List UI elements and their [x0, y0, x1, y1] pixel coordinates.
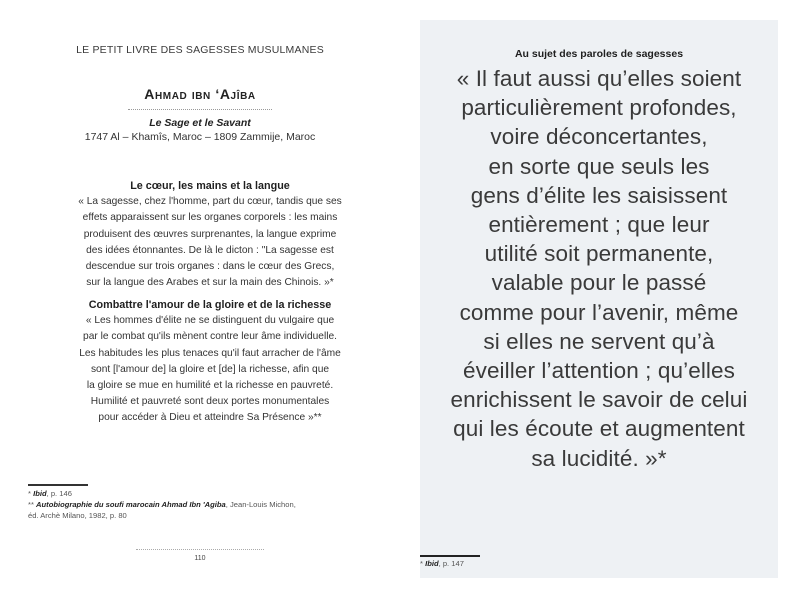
footnote-marker: ** [28, 500, 34, 510]
section-line: descendue sur trois organes : dans le cœur des Grecs, [85, 261, 335, 273]
section-heading: Le cœur, les mains et la langue [130, 180, 290, 192]
footnote-1 [28, 488, 368, 499]
section-heading: Combattre l'amour de la gloire et de la richesse [88, 299, 332, 311]
footnote-source: Ibid [33, 489, 47, 498]
footnote-rule [28, 484, 88, 486]
section-line: « Les hommes d'élite ne se distinguent du vulgaire que [85, 315, 335, 327]
section-line: pour accéder à Dieu et atteindre Sa Présence »** [98, 412, 322, 424]
footnote-marker: * [420, 559, 423, 568]
section-line: par le combat qu'ils mènent contre leur âme individuelle. [83, 331, 337, 343]
section-glory-wealth [30, 297, 390, 427]
footnote-page: , p. 147 [438, 559, 464, 568]
footnote-2-continued: éd. Archè Milano, 1982, p. 80 [28, 511, 127, 521]
quote-line: utilité soit permanente, [484, 241, 714, 267]
author-name: Ahmad ibn ‘Ajîba [144, 86, 256, 102]
quote-line: entièrement ; que leur [488, 212, 710, 238]
featured-quote [420, 64, 778, 473]
section-line: Humilité et pauvreté sont deux portes monumentales [90, 396, 330, 408]
quote-line: éveiller l’attention ; qu’elles [462, 358, 735, 384]
page-number: 110 [194, 555, 206, 562]
footnote-source: Autobiographie du soufi marocain Ahmad Ibn 'Agiba [36, 500, 226, 510]
section-line: sont [l'amour de] la gloire et [de] la richesse, afin que [90, 363, 330, 375]
footnote-rule [420, 555, 480, 557]
footnote [420, 559, 464, 568]
footnote-source: Ibid [425, 559, 439, 568]
section-line: des idées étonnantes. De là le dicton : "La sagesse est [86, 244, 334, 256]
section-line: produisent des œuvres surprenantes, la langue exprime [83, 228, 337, 240]
section-line: Les habitudes les plus tenaces qu'il faut arracher de l'âme [79, 347, 341, 359]
quote-line: « Il faut aussi qu’elles soient [456, 66, 742, 91]
panel-heading: Au sujet des paroles de sagesses [514, 48, 684, 60]
section-line: « La sagesse, chez l'homme, part du cœur, tandis que ses [78, 196, 342, 208]
section-line: la gloire se mue en humilité et la richesse en pauvreté. [86, 380, 334, 392]
section-line: sur la langue des Arabes et sur la main des Chinois. »* [86, 277, 334, 289]
work-title: Le Sage et le Savant [149, 117, 251, 129]
footnote-page: , p. 146 [46, 489, 72, 498]
quote-line: comme pour l’avenir, même [459, 299, 739, 325]
footnotes [28, 488, 368, 522]
quote-line: particulièrement profondes, [461, 95, 737, 121]
author-dates: 1747 Al – Khamîs, Maroc – 1809 Zammije, Maroc [84, 131, 316, 143]
quote-line: gens d’élite les saisissent [470, 182, 728, 208]
page-number-divider [136, 549, 264, 550]
section-line: effets apparaissent sur les organes corporels : les mains [82, 212, 338, 224]
footnote-marker: * [28, 489, 31, 498]
quote-line: enrichissent le savoir de celui [450, 387, 748, 413]
quote-line: valable pour le passé [491, 270, 707, 296]
quote-line: si elles ne servent qu’à [483, 328, 715, 354]
footnote-2 [28, 499, 368, 510]
quote-panel [420, 20, 778, 578]
author-divider [128, 109, 272, 110]
footnote-author: , Jean-Louis Michon, [225, 500, 296, 510]
quote-line: sa lucidité. »* [531, 445, 667, 471]
quote-line: voire déconcertantes, [490, 124, 708, 150]
running-head: LE PETIT LIVRE DES SAGESSES MUSULMANES [76, 44, 324, 56]
quote-line: qui les écoute et augmentent [453, 416, 745, 442]
quote-line: en sorte que seuls les [488, 153, 710, 179]
section-heart-hands-tongue [30, 178, 390, 291]
